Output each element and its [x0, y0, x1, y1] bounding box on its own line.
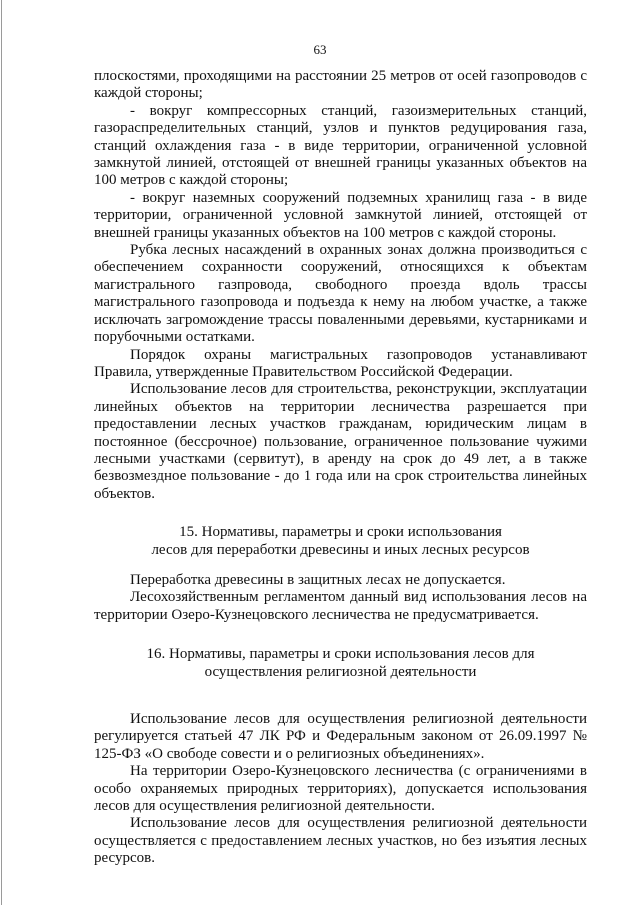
section-15-paragraph: Лесохозяйственным регламентом данный вид использования лесов на территории Озеро-Кузнецовского лесничества не предусматривается.	[94, 589, 587, 623]
section-16-paragraph: На территории Озеро-Кузнецовского лесничества (с ограничениями в особо охраняемых природных территориях), допускается использования лесов для осуществления религиозной деятельности.	[94, 763, 587, 815]
section-15-heading-line-2: лесов для переработки древесины и иных лесных ресурсов	[151, 541, 530, 558]
paragraph-felling: Рубка лесных насаждений в охранных зонах должна производиться с обеспечением сохранности сооружений, относящихся к объектам магистрального газпровода, свободного проезда вдоль трассы магистрального газопровода и подъезда к нему на любом участке, а также исключать загромождение трассы поваленными деревьями, кустарниками и порубочными остатками.	[94, 242, 587, 346]
page-number: 63	[313, 42, 327, 57]
paragraph-protection-order: Порядок охраны магистральных газопроводов устанавливают Правила, утвержденные Правительством Российской Федерации.	[94, 346, 587, 380]
section-15-paragraph: Переработка древесины в защитных лесах не допускается.	[130, 571, 506, 588]
section-16-paragraph: Использование лесов для осуществления религиозной деятельности регулируется статьей 47 ЛК РФ и Федеральным законом от 26.09.1997 № 125-ФЗ «О свободе совести и о религиозных объединениях».	[94, 711, 587, 762]
paragraph-continuation: плоскостями, проходящими на расстоянии 25 метров от осей газопроводов с каждой стороны;	[94, 68, 587, 102]
paragraph-linear-objects: Использование лесов для строительства, реконструкции, эксплуатации линейных объектов на территории лесничества разрешается при предоставлении лесных участков гражданам, юридическим лицам в постоянное (бессрочное) пользование, ограниченное пользование чужими лесными участками (сервитут), в аренду на срок до 49 лет, а в также безвозмездное пользование - до 1 года или на срок строительства линейных объектов.	[94, 381, 587, 502]
section-16-paragraph: Использование лесов для осуществления религиозной деятельности осуществляется с предоставлением лесных участков, но без изъятия лесных ресурсов.	[94, 815, 587, 867]
scan-page-edge	[1, 0, 2, 905]
section-16-heading-line-1: 16. Нормативы, параметры и сроки использования лесов для	[146, 646, 535, 663]
paragraph-gas-storage: - вокруг наземных сооружений подземных хранилищ газа - в виде территории, ограниченной условной замкнутой линией, отстоящей от внешней границы указанных объектов на 100 метров с каждой стороны.	[94, 189, 587, 241]
paragraph-compressor-stations: - вокруг компрессорных станций, газоизмерительных станций, газораспределительных станций, узлов и пунктов редуцирования газа, станций охлаждения газа - в виде территории, ограниченной условной замкнутой линией, отстоящей от внешней границы указанных объектов на 100 метров с каждой стороны;	[94, 102, 587, 189]
section-15-heading-line-1: 15. Нормативы, параметры и сроки использования	[179, 524, 502, 541]
document-body	[94, 68, 587, 868]
section-16-heading-line-2: осуществления религиозной деятельности	[204, 663, 477, 680]
